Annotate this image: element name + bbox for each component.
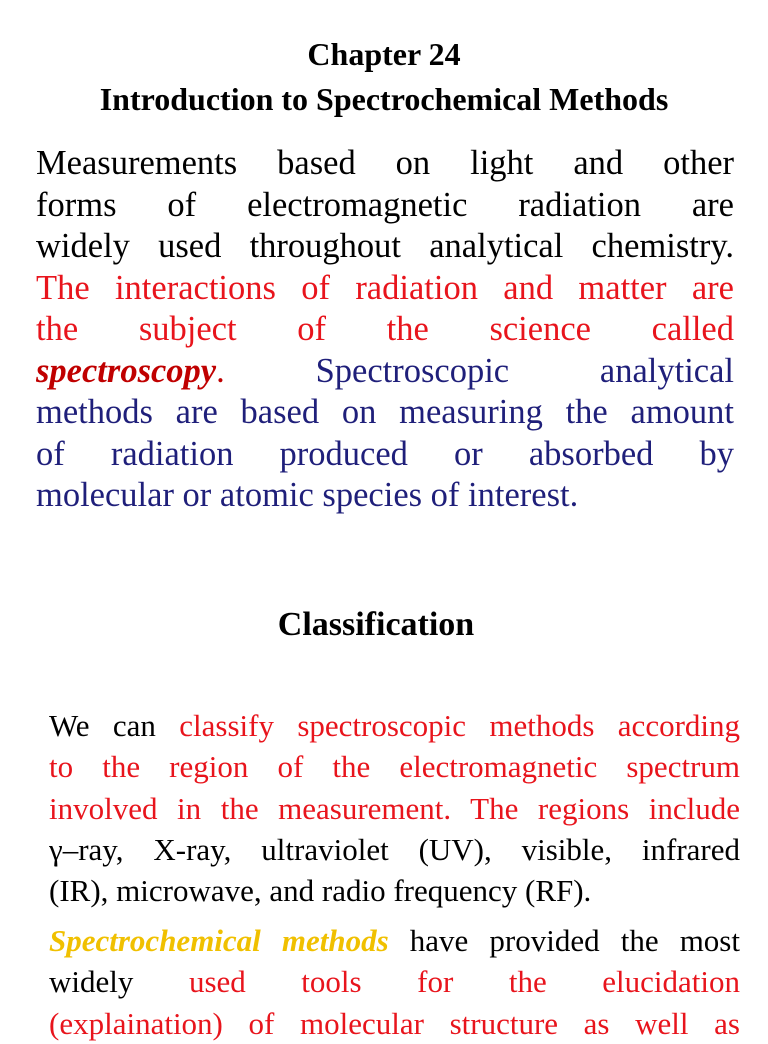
intro-line: Measurements based on light and other [36,144,734,182]
classification-line: γ–ray, X-ray, ultraviolet (UV), visible, infrared [49,831,740,867]
spectrochemical-methods-term: Spectrochemical methods [49,923,389,958]
classification-paragraph [49,705,740,911]
classification-line: involved in the measurement. The regions include [49,790,740,826]
intro-line-spectroscopy [36,351,734,393]
intro-line: widely used throughout analytical chemistry. [36,227,734,265]
text-fragment: We can [49,708,156,743]
intro-fragment: Spectroscopic analytical [315,351,734,390]
text-fragment: used tools for the elucidation [188,964,740,1000]
spectrochemical-line: (explaination) of molecular structure as well as [49,1005,740,1041]
intro-line: the subject of the science called [36,310,734,348]
intro-line: of radiation produced or absorbed by [36,434,734,473]
chapter-title: Introduction to Spectrochemical Methods [99,81,669,117]
intro-paragraph [36,143,734,517]
spectroscopy-term: spectroscopy [36,351,217,390]
classification-line: to the region of the electromagnetic spectrum [49,749,740,785]
spectrochemical-paragraph [49,920,740,1044]
intro-line: forms of electromagnetic radiation are [36,185,734,224]
term-period: . [216,351,225,390]
text-fragment: have provided the most [409,923,740,958]
classification-line: (IR), microwave, and radio frequency (RF). [49,873,592,909]
intro-line: The interactions of radiation and matter are [36,268,734,307]
spectrochemical-line [49,920,740,961]
chapter-number: Chapter 24 [307,36,461,72]
text-fragment: widely [49,964,134,1000]
classification-line [49,705,740,746]
spectrochemical-line [49,961,740,1002]
classification-heading: Classification [277,606,475,643]
text-fragment: classify spectroscopic methods according [179,708,740,743]
intro-line: molecular or atomic species of interest. [36,476,579,514]
intro-line: methods are based on measuring the amount [36,393,734,431]
